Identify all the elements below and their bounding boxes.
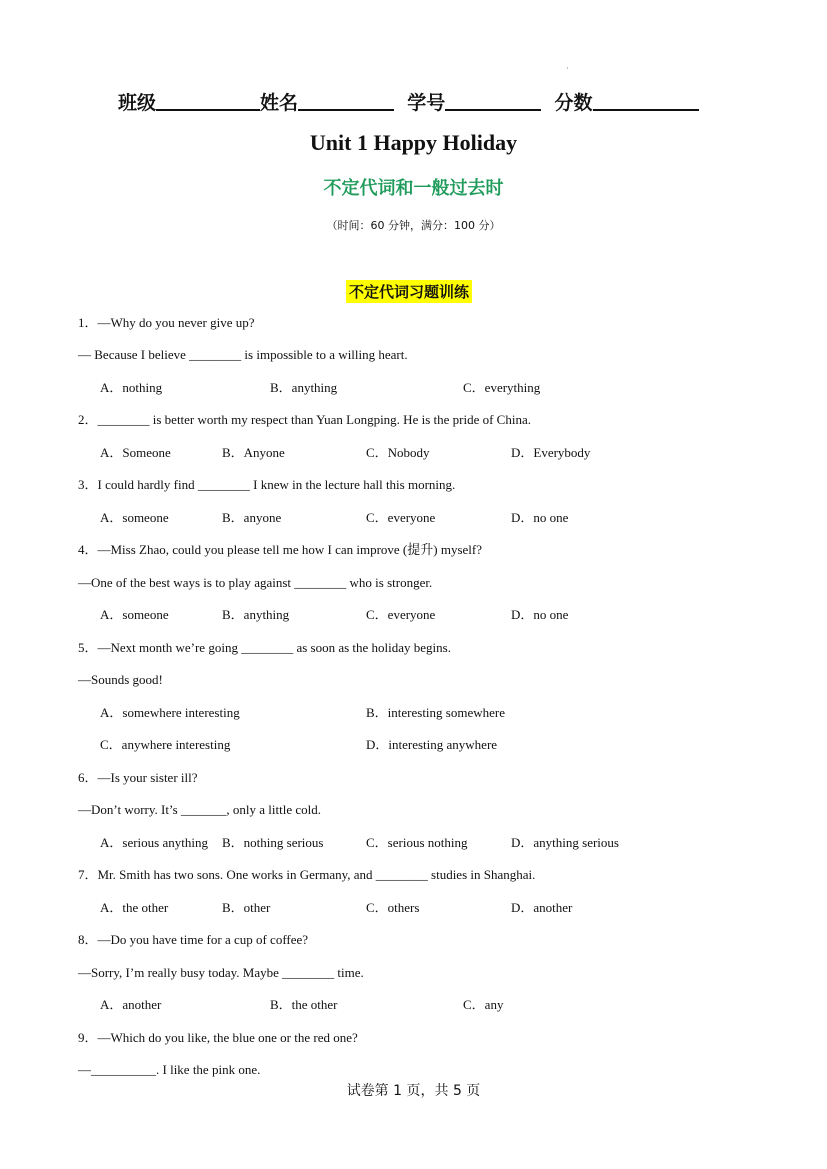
page-subtitle: 不定代词和一般过去时: [323, 178, 504, 199]
question-4-option-d: D．no one: [511, 607, 569, 622]
question-6-option-b: B．nothing serious: [222, 835, 324, 850]
question-2-option-c: C．Nobody: [366, 445, 430, 460]
page-footer: 试卷第 1 页，共 5 页: [346, 1083, 481, 1099]
question-4-option-a: A．someone: [100, 607, 169, 622]
student-no-blank: [445, 89, 541, 111]
corner-dot: ·: [566, 64, 569, 73]
question-4-line-2: —One of the best ways is to play against ________ who is stronger.: [78, 575, 433, 590]
question-3-option-a: A．someone: [100, 510, 169, 525]
question-4-option-b: B．anything: [222, 607, 290, 622]
question-5-line-2: —Sounds good!: [78, 672, 163, 687]
question-7-option-d: D．another: [511, 900, 573, 915]
question-2-option-b: B．Anyone: [222, 445, 285, 460]
question-5-option-c: C．anywhere interesting: [100, 737, 231, 752]
name-label: 姓名: [260, 92, 299, 114]
question-7-option-a: A．the other: [100, 900, 169, 915]
score-blank: [593, 89, 699, 111]
question-9-line-1: 9．—Which do you like, the blue one or the red one?: [78, 1030, 358, 1045]
question-7-option-c: C．others: [366, 900, 420, 915]
question-1-option-a: A．nothing: [100, 380, 163, 395]
question-7-option-b: B．other: [222, 900, 271, 915]
question-4-option-c: C．everyone: [366, 607, 436, 622]
question-9-line-2: —__________. I like the pink one.: [78, 1062, 261, 1077]
class-label: 班级: [118, 92, 157, 114]
question-3-option-c: C．everyone: [366, 510, 436, 525]
question-8-option-c: C．any: [463, 997, 504, 1012]
question-5-option-d: D．interesting anywhere: [366, 737, 498, 752]
question-6-line-2: —Don’t worry. It’s _______, only a little cold.: [78, 802, 322, 817]
question-2-option-d: D．Everybody: [511, 445, 591, 460]
question-6-option-a: A．serious anything: [100, 835, 208, 850]
question-3-option-b: B．anyone: [222, 510, 282, 525]
question-8-line-1: 8．—Do you have time for a cup of coffee?: [78, 932, 309, 947]
class-blank: [156, 89, 260, 111]
student-no-label: 学号: [407, 92, 446, 114]
name-blank: [298, 89, 394, 111]
question-2-option-a: A．Someone: [100, 445, 171, 460]
question-6-line-1: 6．—Is your sister ill?: [78, 770, 198, 785]
time-info: （时间：60 分钟，满分：100 分）: [326, 219, 501, 232]
question-1-line-1: 1．—Why do you never give up?: [78, 315, 255, 330]
page-title: Unit 1 Happy Holiday: [309, 130, 518, 155]
question-1-option-b: B．anything: [270, 380, 338, 395]
section-title: 不定代词习题训练: [346, 280, 472, 303]
question-5-line-1: 5．—Next month we’re going ________ as soon as the holiday begins.: [78, 640, 451, 655]
question-6-option-c: C．serious nothing: [366, 835, 468, 850]
question-8-option-b: B．the other: [270, 997, 338, 1012]
question-3-line-1: 3．I could hardly find ________ I knew in the lecture hall this morning.: [78, 477, 456, 492]
question-6-option-d: D．anything serious: [511, 835, 619, 850]
question-3-option-d: D．no one: [511, 510, 569, 525]
question-1-option-c: C．everything: [463, 380, 541, 395]
question-2-line-1: 2．________ is better worth my respect than Yuan Longping. He is the pride of China.: [78, 412, 531, 427]
score-label: 分数: [554, 92, 593, 114]
question-7-line-1: 7．Mr. Smith has two sons. One works in Germany, and ________ studies in Shanghai.: [78, 867, 536, 882]
question-8-option-a: A．another: [100, 997, 162, 1012]
question-5-option-a: A．somewhere interesting: [100, 705, 240, 720]
student-info-header: [118, 88, 699, 115]
question-8-line-2: —Sorry, I’m really busy today. Maybe ________ time.: [78, 965, 364, 980]
question-4-line-1: 4．—Miss Zhao, could you please tell me how I can improve (提升) myself?: [78, 542, 482, 557]
question-1-line-2: — Because I believe ________ is impossible to a willing heart.: [78, 347, 408, 362]
question-5-option-b: B．interesting somewhere: [366, 705, 505, 720]
